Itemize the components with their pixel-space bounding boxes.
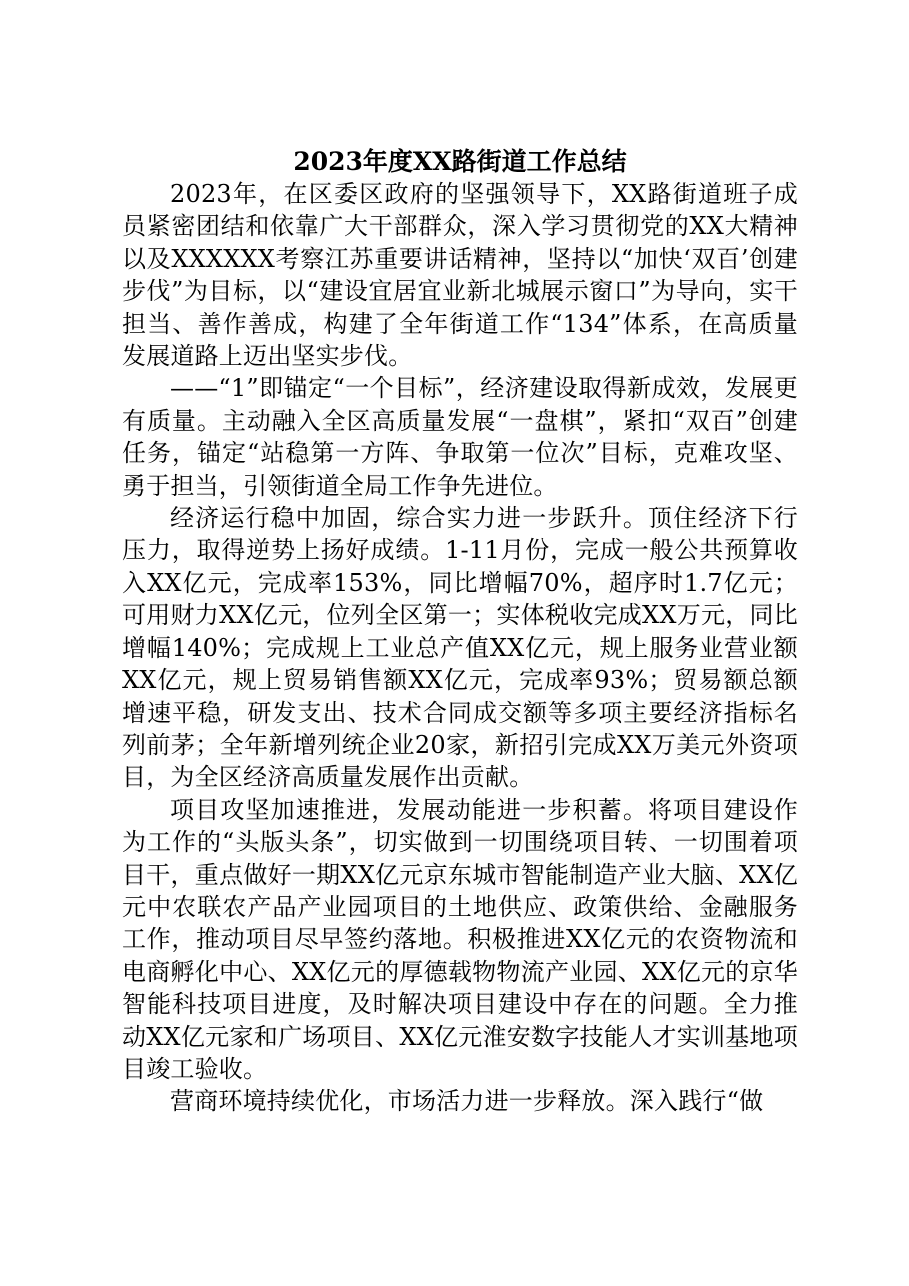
paragraph-projects: 项目攻坚加速推进，发展动能进一步积蓄。将项目建设作为工作的“头版头条”，切实做到一切围绕项目转、一切围着项目干，重点做好一期XX亿元京东城市智能制造产业大脑、XX亿元中农联农产品产业园项目的土地供应、政策供给、金融服务工作，推动项目尽早签约落地。积极推进XX亿元的农资物流和电商孵化中心、XX亿元的厚德载物物流产业园、XX亿元的京华智能科技项目进度，及时解决项目建设中存在的问题。全力推动XX亿元家和广场项目、XX亿元淮安数字技能人才实训基地项目竣工验收。	[122, 795, 798, 1083]
paragraph-economy: 经济运行稳中加固，综合实力进一步跃升。顶住经济下行压力，取得逆势上扬好成绩。1-11月份，完成一般公共预算收入XX亿元，完成率153%，同比增幅70%，超序时1.7亿元；可用财力XX亿元，位列全区第一；实体税收完成XX万元，同比增幅140%；完成规上工业总产值XX亿元，规上服务业营业额XX亿元，规上贸易销售额XX亿元，完成率93%；贸易额总额增速平稳，研发支出、技术合同成交额等多项主要经济指标名列前茅；全年新增列统企业20家，新招引完成XX万美元外资项目，为全区经济高质量发展作出贡献。	[122, 504, 798, 792]
paragraph-goal: ——“1”即锚定“一个目标”，经济建设取得新成效，发展更有质量。主动融入全区高质量发展“一盘棋”，紧扣“双百”创建任务，锚定“站稳第一方阵、争取第一位次”目标，克难攻坚、勇于担当，引领街道全局工作争先进位。	[122, 374, 798, 500]
paragraph-business-environment: 营商环境持续优化，市场活力进一步释放。深入践行“做	[170, 1087, 764, 1116]
document-title: 2023年度XX路街道工作总结	[293, 147, 627, 176]
document-body	[122, 146, 798, 1118]
paragraph-intro: 2023年，在区委区政府的坚强领导下，XX路街道班子成员紧密团结和依靠广大干部群众，深入学习贯彻党的XX大精神以及XXXXXX考察江苏重要讲话精神，坚持以“加快‘双百’创建步伐”为目标，以“建设宜居宜业新北城展示窗口”为导向，实干担当、善作善成，构建了全年街道工作“134”体系，在高质量发展道路上迈出坚实步伐。	[122, 180, 798, 371]
